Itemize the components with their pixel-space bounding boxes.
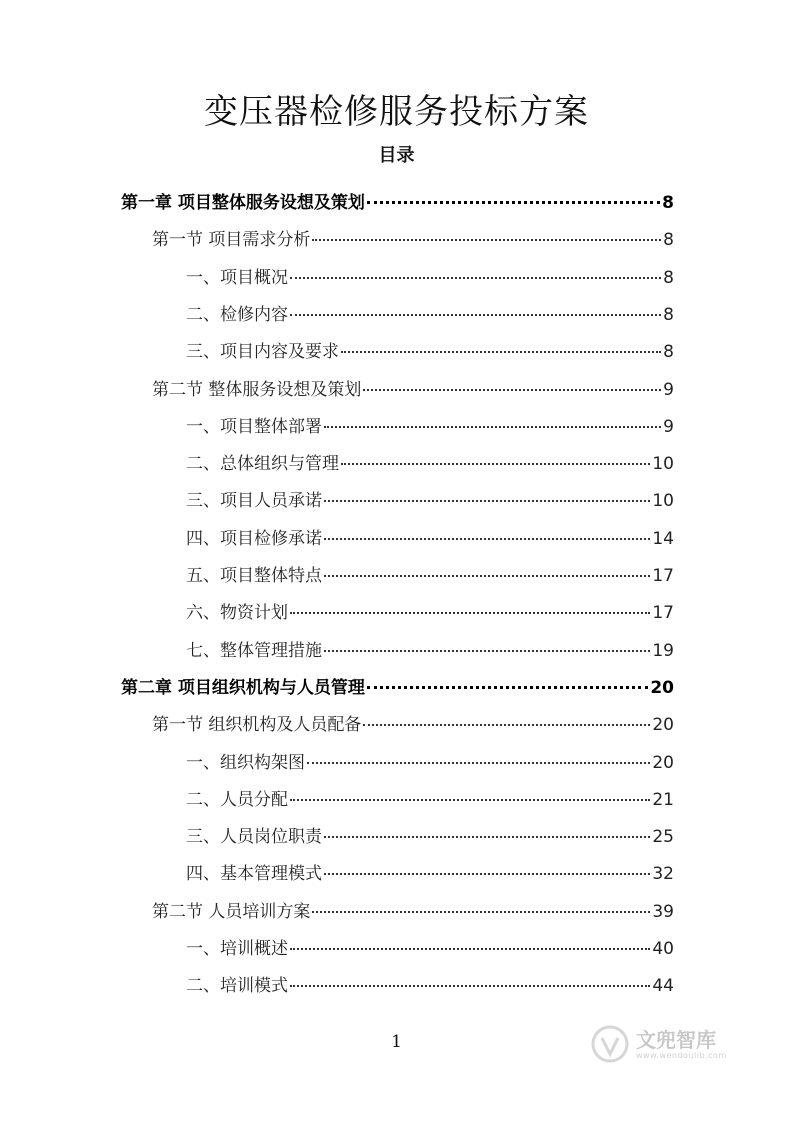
toc-dot-leader <box>363 724 650 726</box>
watermark <box>590 1022 760 1066</box>
toc-entry-item[interactable] <box>186 598 674 624</box>
toc-dot-leader <box>367 686 648 689</box>
toc-entry-label: 二、检修内容 <box>186 305 288 325</box>
toc-entry-label: 二、培训模式 <box>186 976 288 996</box>
toc-entry-page: 10 <box>652 454 674 474</box>
toc-dot-leader <box>324 575 650 577</box>
toc-entry-label: 七、整体管理措施 <box>186 641 322 661</box>
toc-dot-leader <box>290 948 650 950</box>
toc-dot-leader <box>290 277 661 279</box>
toc-entry-item[interactable] <box>186 263 674 289</box>
toc-entry-item[interactable] <box>186 300 674 326</box>
toc-entry-page: 20 <box>652 715 674 735</box>
toc-entry-section[interactable] <box>152 375 674 401</box>
toc-entry-page: 19 <box>652 641 674 661</box>
document-title: 变压器检修服务投标方案 <box>204 92 589 132</box>
toc-entry-chapter[interactable] <box>121 673 674 699</box>
toc-entry-page: 20 <box>652 753 674 773</box>
toc-heading: 目录 <box>378 145 415 166</box>
toc-entry-label: 第二节 人员培训方案 <box>152 902 311 922</box>
toc-entry-page: 8 <box>662 193 674 213</box>
toc-entry-label: 第二节 整体服务设想及策划 <box>152 380 362 400</box>
toc-entry-page: 9 <box>663 380 674 400</box>
toc-entry-label: 一、培训概述 <box>186 939 288 959</box>
toc-entry-label: 第二章 项目组织机构与人员管理 <box>121 678 365 698</box>
toc-entry-page: 17 <box>652 566 674 586</box>
watermark-text: 文兜智库 <box>636 1027 716 1052</box>
watermark-url: www.wendoulib.com <box>636 1050 727 1060</box>
toc-entry-page: 17 <box>652 603 674 623</box>
toc-entry-label: 四、项目检修承诺 <box>186 529 322 549</box>
toc-dot-leader <box>363 389 661 391</box>
toc-entry-item[interactable] <box>186 486 674 512</box>
toc-entry-page: 21 <box>652 790 674 810</box>
toc-dot-leader <box>324 538 650 540</box>
toc-dot-leader <box>324 873 650 875</box>
toc-dot-leader <box>312 911 650 913</box>
toc-entry-page: 8 <box>663 305 674 325</box>
toc-entry-label: 六、物资计划 <box>186 603 288 623</box>
toc-entry-item[interactable] <box>186 337 674 363</box>
toc-entry-page: 8 <box>663 268 674 288</box>
page-number: 1 <box>391 1032 402 1052</box>
toc-dot-leader <box>341 351 661 353</box>
toc-entry-item[interactable] <box>186 748 674 774</box>
toc-entry-label: 第一节 组织机构及人员配备 <box>152 715 362 735</box>
toc-dot-leader <box>324 836 650 838</box>
toc-dot-leader <box>324 500 650 502</box>
toc-entry-item[interactable] <box>186 449 674 475</box>
toc-dot-leader <box>307 762 650 764</box>
toc-entry-label: 一、项目整体部署 <box>186 417 322 437</box>
toc-dot-leader <box>290 612 650 614</box>
toc-entry-label: 第一章 项目整体服务设想及策划 <box>121 193 365 213</box>
toc-entry-item[interactable] <box>186 524 674 550</box>
toc-dot-leader <box>324 426 661 428</box>
toc-entry-section[interactable] <box>152 897 674 923</box>
toc-entry-section[interactable] <box>152 225 674 251</box>
toc-entry-page: 39 <box>652 902 674 922</box>
toc-entry-page: 44 <box>652 976 674 996</box>
toc-entry-item[interactable] <box>186 636 674 662</box>
toc-dot-leader <box>290 314 661 316</box>
toc-dot-leader <box>367 201 660 204</box>
toc-entry-page: 9 <box>663 417 674 437</box>
toc-entry-page: 20 <box>650 678 674 698</box>
toc-entry-page: 8 <box>663 230 674 250</box>
toc-entry-page: 32 <box>652 864 674 884</box>
toc-entry-chapter[interactable] <box>121 188 674 214</box>
toc-entry-item[interactable] <box>186 859 674 885</box>
toc-dot-leader <box>324 650 650 652</box>
toc-entry-label: 二、总体组织与管理 <box>186 454 339 474</box>
toc-entry-label: 二、人员分配 <box>186 790 288 810</box>
toc-dot-leader <box>341 463 650 465</box>
toc-entry-page: 25 <box>652 827 674 847</box>
toc-entry-item[interactable] <box>186 971 674 997</box>
toc-entry-label: 第一节 项目需求分析 <box>152 230 311 250</box>
toc-entry-label: 五、项目整体特点 <box>186 566 322 586</box>
toc-entry-item[interactable] <box>186 561 674 587</box>
toc-entry-label: 三、项目人员承诺 <box>186 491 322 511</box>
toc-dot-leader <box>290 985 650 987</box>
toc-entry-page: 14 <box>652 529 674 549</box>
toc-entry-label: 一、组织构架图 <box>186 753 305 773</box>
toc-entry-page: 10 <box>652 491 674 511</box>
toc-dot-leader <box>312 239 661 241</box>
toc-entry-item[interactable] <box>186 412 674 438</box>
toc-entry-label: 四、基本管理模式 <box>186 864 322 884</box>
shield-logo-icon <box>590 1024 630 1064</box>
toc-dot-leader <box>290 799 650 801</box>
toc-entry-section[interactable] <box>152 710 674 736</box>
toc-entry-item[interactable] <box>186 785 674 811</box>
toc-entry-label: 三、项目内容及要求 <box>186 342 339 362</box>
toc-entry-label: 三、人员岗位职责 <box>186 827 322 847</box>
toc-entry-item[interactable] <box>186 822 674 848</box>
toc-entry-page: 8 <box>663 342 674 362</box>
toc-entry-item[interactable] <box>186 934 674 960</box>
toc-entry-page: 40 <box>652 939 674 959</box>
toc-entry-label: 一、项目概况 <box>186 268 288 288</box>
